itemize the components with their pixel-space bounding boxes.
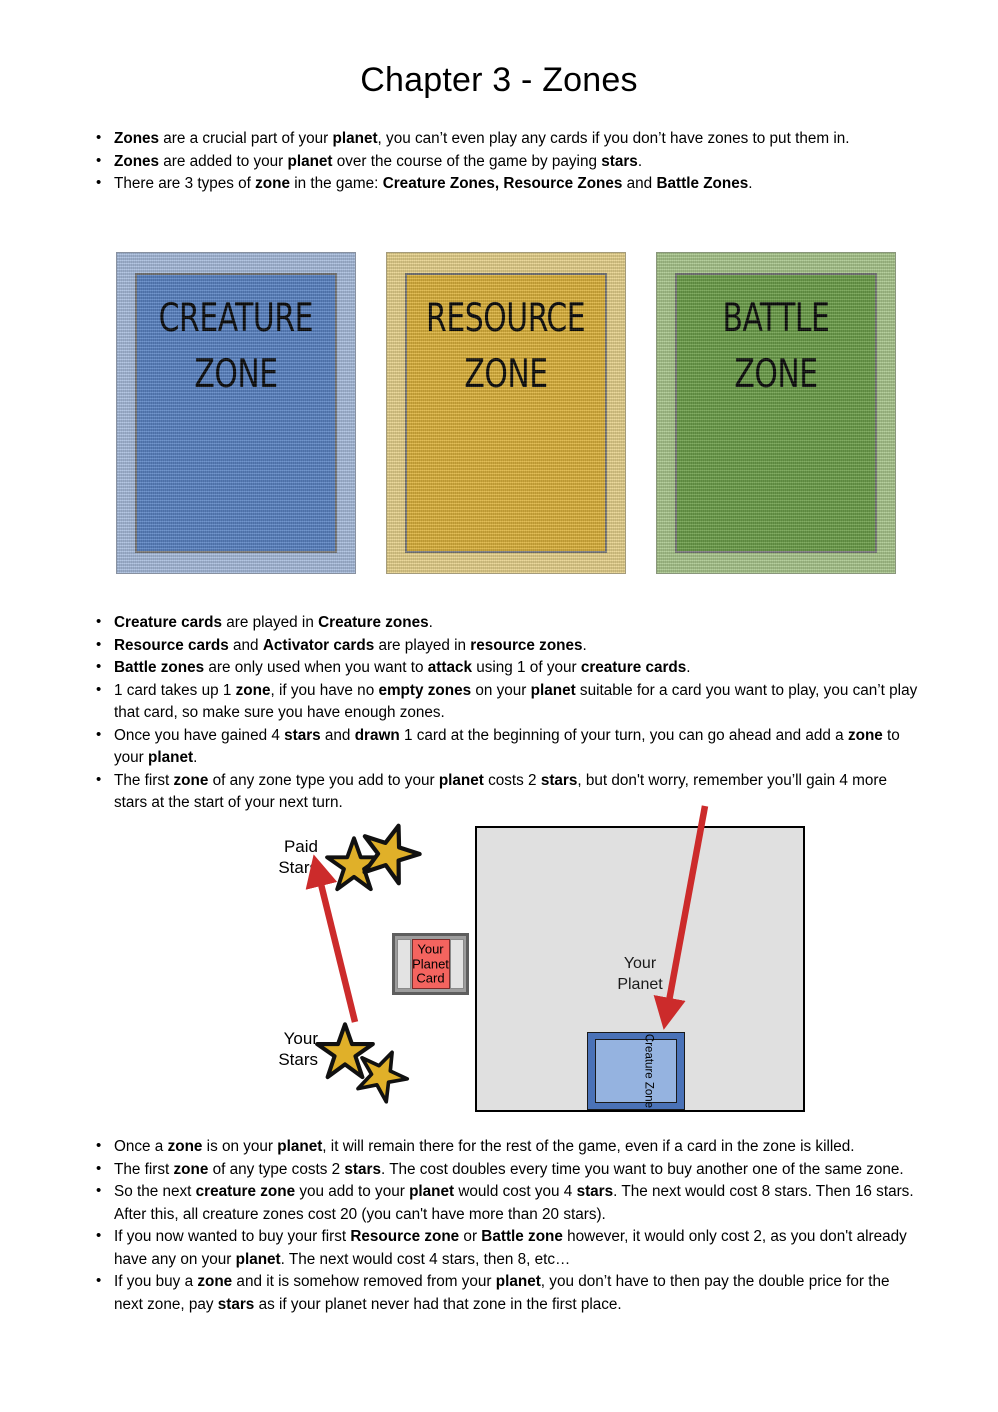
resource-zone-card-inner xyxy=(405,273,607,553)
your-planet-label xyxy=(477,953,803,995)
battle-zone-card[interactable] xyxy=(656,252,896,574)
zone-cost-bullet-item: • If you buy a zone and it is somehow removed from your planet, you don’t have to then pay the double price for the next zone, pay stars as if your planet never had that zone in the first place. xyxy=(92,1271,918,1316)
resource-zone-card-line1: RESOURCE xyxy=(426,296,586,341)
planet-card-right-slot xyxy=(450,939,464,989)
zone-usage-bullet-item: • 1 card takes up 1 zone, if you have no empty zones on your planet suitable for a card you want to play, you can’t play that card, so make sure you have enough zones. xyxy=(92,680,918,725)
planet-card-left-slot xyxy=(397,939,411,989)
paid-stars-label-line1: Paid xyxy=(283,837,318,856)
paid-stars-arrow xyxy=(318,872,355,1022)
zone-usage-bullet-item: • Battle zones are only used when you want to attack using 1 of your creature cards. xyxy=(92,657,918,680)
zone-cost-bullet-item: • So the next creature zone you add to your planet would cost you 4 stars. The next would cost 8 stars. Then 16 stars. After this, all creature zones cost 20 (you can't have more than 20 stars). xyxy=(92,1181,918,1226)
creature-zone-slot-label: Creature Zone xyxy=(642,1033,655,1109)
creature-zone-card-inner xyxy=(135,273,337,553)
zone-usage-bullet-item: • Creature cards are played in Creature zones. xyxy=(92,612,918,635)
intro-bullet-item: • Zones are a crucial part of your planet, you can’t even play any cards if you don’t have zones to put them in. xyxy=(92,128,916,151)
your-stars-label xyxy=(248,1028,318,1070)
creature-zone-slot-inner xyxy=(595,1033,677,1109)
creature-zone-card[interactable] xyxy=(116,252,356,574)
creature-zone-card-line2: ZONE xyxy=(194,352,278,397)
zone-cards-row xyxy=(116,252,896,574)
battle-zone-card-line2: ZONE xyxy=(734,352,818,397)
intro-bullet-item: • There are 3 types of zone in the game: Creature Zones, Resource Zones and Battle Zones. xyxy=(92,173,916,196)
zone-usage-bullet-item: • The first zone of any zone type you add to your planet costs 2 stars, but don't worry, remember you’ll gain 4 more stars at the start of your next turn. xyxy=(92,770,918,815)
planet-card-label xyxy=(412,942,449,986)
intro-bullet-item: • Zones are added to your planet over the course of the game by paying stars. xyxy=(92,151,916,174)
planet-card-label-line3: Card xyxy=(416,970,445,986)
zone-usage-bullet-item: • Once you have gained 4 stars and drawn 1 card at the beginning of your turn, you can go ahead and add a zone to your planet. xyxy=(92,725,918,770)
zone-purchase-diagram xyxy=(0,800,998,1125)
intro-bullet-list xyxy=(92,128,916,196)
resource-zone-card[interactable] xyxy=(386,252,626,574)
zone-cost-bullet-item: • The first zone of any type costs 2 stars. The cost doubles every time you want to buy another one of the same zone. xyxy=(92,1159,918,1182)
battle-zone-card-line1: BATTLE xyxy=(722,296,830,341)
your-stars-label-line1: Your xyxy=(283,1029,318,1048)
zone-cost-bullet-item: • If you now wanted to buy your first Resource zone or Battle zone however, it would only cost 2, as you don't already have any on your planet. The next would cost 4 stars, then 8, etc… xyxy=(92,1226,918,1271)
your-planet-label-line1: Your xyxy=(623,955,657,972)
your-planet-label-line2: Planet xyxy=(617,976,663,993)
zone-usage-bullet-item: • Resource cards and Activator cards are played in resource zones. xyxy=(92,635,918,658)
paid-stars-label xyxy=(258,836,318,878)
planet-card-label-line2: Planet xyxy=(412,955,449,971)
creature-zone-card-line1: CREATURE xyxy=(158,296,314,341)
your-stars-label-line2: Stars xyxy=(278,1050,318,1069)
zone-usage-bullet-list xyxy=(92,612,918,815)
your-planet-box xyxy=(475,826,805,1112)
battle-zone-card-inner xyxy=(675,273,877,553)
planet-card-label-line1: Your xyxy=(417,941,444,957)
paid-stars-label-line2: Stars xyxy=(278,858,318,877)
paid-star-icon-2 xyxy=(360,822,420,882)
zone-cost-bullet-list xyxy=(92,1136,918,1316)
zone-cost-bullet-item: • Once a zone is on your planet, it will remain there for the rest of the game, even if a card in the zone is killed. xyxy=(92,1136,918,1159)
your-planet-card[interactable] xyxy=(392,933,469,995)
resource-zone-card-line2: ZONE xyxy=(464,352,548,397)
your-star-icon-2 xyxy=(356,1048,408,1100)
page-title: Chapter 3 - Zones xyxy=(360,61,638,99)
creature-zone-slot[interactable] xyxy=(587,1032,685,1110)
